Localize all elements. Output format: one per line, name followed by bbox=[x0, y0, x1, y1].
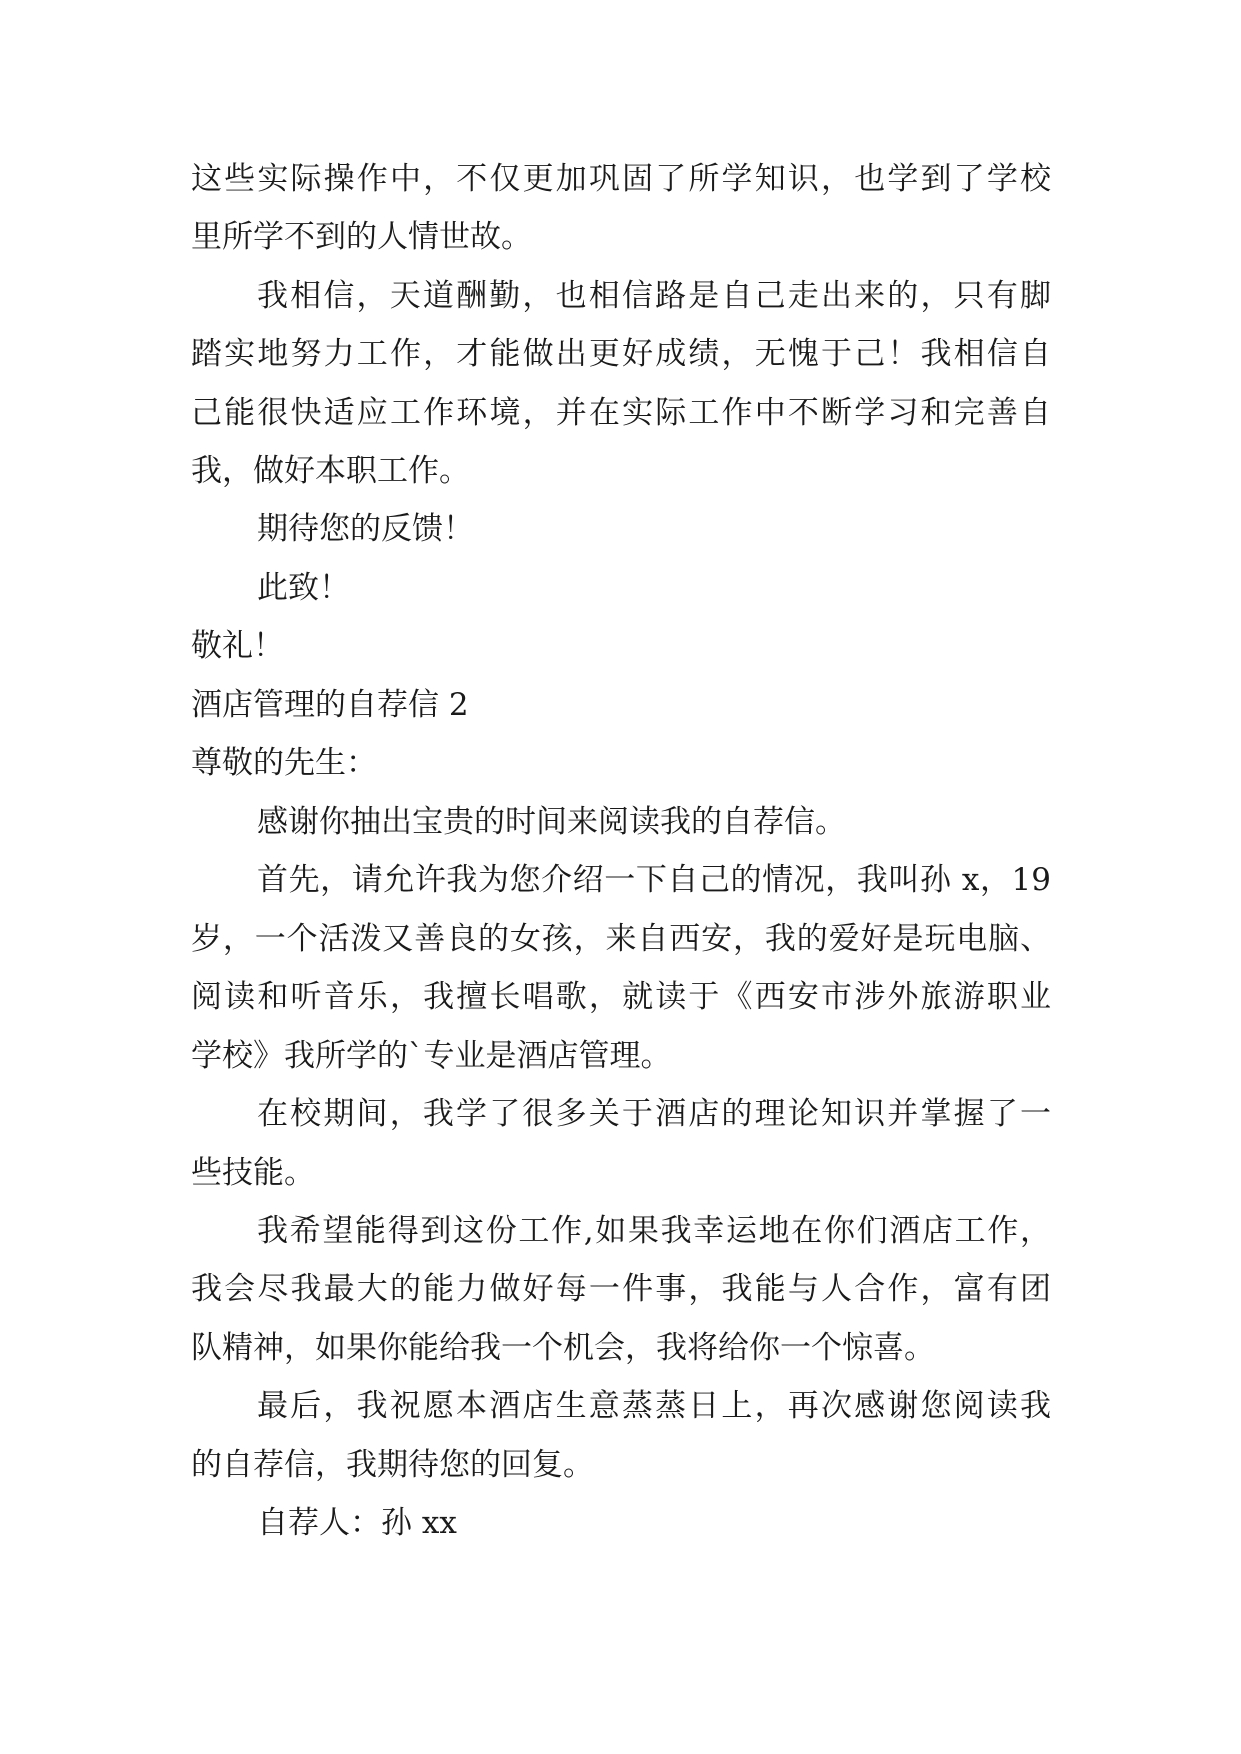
text-line: 我会尽我最大的能力做好每一件事，我能与人合作，富有团 bbox=[191, 1271, 1051, 1307]
text-line: 岁，一个活泼又善良的女孩，来自西安，我的爱好是玩电脑、 bbox=[191, 921, 1051, 957]
text-line: 些技能。 bbox=[191, 1155, 315, 1191]
section-title: 酒店管理的自荐信 2 bbox=[191, 687, 469, 723]
text-line: 队精神，如果你能给我一个机会，我将给你一个惊喜。 bbox=[191, 1330, 935, 1366]
paragraph-first-line: 首先，请允许我为您介绍一下自己的情况，我叫孙 x，19 bbox=[257, 862, 1051, 898]
paragraph-first-line: 我相信，天道酬勤，也相信路是自己走出来的，只有脚 bbox=[257, 278, 1051, 314]
paragraph-first-line: 我希望能得到这份工作,如果我幸运地在你们酒店工作， bbox=[257, 1213, 1051, 1249]
greeting-line: 尊敬的先生： bbox=[191, 745, 377, 781]
paragraph-first-line: 在校期间，我学了很多关于酒店的理论知识并掌握了一 bbox=[257, 1096, 1051, 1132]
text-line: 阅读和听音乐，我擅长唱歌，就读于《西安市涉外旅游职业 bbox=[191, 979, 1051, 1015]
signature-line: 自荐人：孙 xx bbox=[257, 1505, 457, 1541]
closing-line: 期待您的反馈！ bbox=[257, 511, 474, 547]
text-line: 学校》我所学的`专业是酒店管理。 bbox=[191, 1038, 672, 1074]
text-line: 我，做好本职工作。 bbox=[191, 453, 470, 489]
paragraph-first-line: 最后，我祝愿本酒店生意蒸蒸日上，再次感谢您阅读我 bbox=[257, 1388, 1051, 1424]
closing-line: 此致！ bbox=[257, 570, 350, 606]
text-line: 的自荐信，我期待您的回复。 bbox=[191, 1447, 594, 1483]
text-line: 踏实地努力工作，才能做出更好成绩，无愧于己！我相信自 bbox=[191, 336, 1051, 372]
salutation-line: 敬礼！ bbox=[191, 628, 284, 664]
text-line: 这些实际操作中，不仅更加巩固了所学知识，也学到了学校 bbox=[191, 161, 1051, 197]
text-line: 己能很快适应工作环境，并在实际工作中不断学习和完善自 bbox=[191, 395, 1051, 431]
paragraph-first-line: 感谢你抽出宝贵的时间来阅读我的自荐信。 bbox=[257, 804, 846, 840]
text-line: 里所学不到的人情世故。 bbox=[191, 219, 532, 255]
